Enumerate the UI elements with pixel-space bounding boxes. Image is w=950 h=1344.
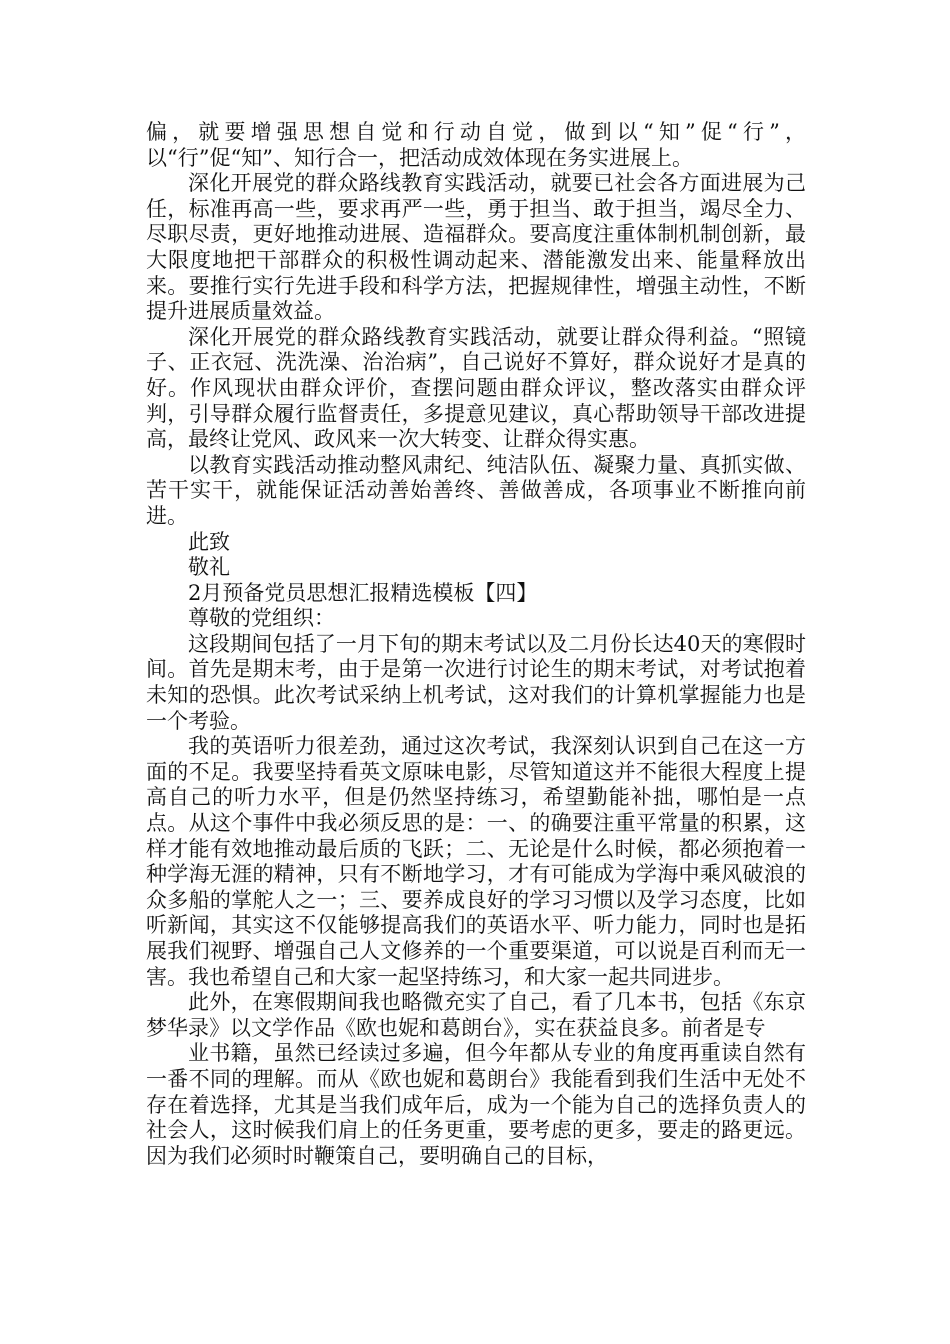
greeting: 尊敬的党组织：: [188, 606, 335, 631]
paragraph-english-listening: 我的英语听力很差劲，通过这次考试，我深刻认识到自己在这一方面的不足。我要坚持看英文原味电影，尽管知道这并不能很大程度上提高自己的听力水平，但是仍然坚持练习，希望勤能补拙，哪怕是一点点。从这个事件中我必须反思的是：一、的确要注重平常量的积累，这样才能有效地推动最后质的飞跃；二、无论是什么时候，都必须抱着一种学海无涯的精神，只有不断地学习，才有可能成为学海中乘风破浪的众多船的掌舵人之一；三、要养成良好的学习习惯以及学习态度，比如听新闻，其实这不仅能够提高我们的英语水平、听力能力，同时也是拓展我们视野、增强自己人文修养的一个重要渠道，可以说是百利而无一害。我也希望自己和大家一起坚持练习，和大家一起共同进步。: [146, 734, 806, 989]
paragraph-rectification: 以教育实践活动推动整风肃纪、纯洁队伍、凝聚力量、真抓实做、苦干实干，就能保证活动善始善终、善做善成，各项事业不断推向前进。: [146, 452, 806, 528]
section-title: 2月预备党员思想汇报精选模板【四】: [188, 580, 538, 605]
paragraph-winter-reading: 此外，在寒假期间我也略微充实了自己，看了几本书，包括《东京梦华录》以文学作品《欧也妮和葛朗台》，实在获益良多。前者是专: [146, 990, 806, 1040]
document-body: [146, 120, 806, 1169]
closing-salutation-1: 此致: [188, 529, 230, 554]
paragraph-exam-period: 这段期间包括了一月下旬的期末考试以及二月份长达40天的寒假时间。首先是期末考，由于是第一次进行讨论生的期末考试，对考试抱着未知的恐惧。此次考试采纳上机考试，这对我们的计算机掌握能力也是一个考验。: [146, 631, 806, 733]
closing-salutation-2: 敬礼: [188, 555, 230, 580]
paragraph-book-reflection: 业书籍，虽然已经读过多遍，但今年都从专业的角度再重读自然有一番不同的理解。而从《欧也妮和葛朗台》我能看到我们生活中无处不存在着选择，尤其是当我们成年后，成为一个能为自己的选择负责人的社会人，这时候我们肩上的任务更重，要考虑的更多，要走的路更远。因为我们必须时时鞭策自己，要明确自己的目标，: [146, 1041, 806, 1168]
paragraph-development: 深化开展党的群众路线教育实践活动，就要已社会各方面进展为己任，标准再高一些，要求再严一些，勇于担当、敢于担当，竭尽全力、尽职尽责，更好地推动进展、造福群众。要高度注重体制机制创新，最大限度地把干部群众的积极性调动起来、潜能激发出来、能量释放出来。要推行实行先进手段和科学方法，把握规律性，增强主动性，不断提升进展质量效益。: [146, 171, 806, 324]
paragraph-continuation: 偏，就要增强思想自觉和行动自觉，做到以“知”促“行”，以“行”促“知”、知行合一，把活动成效体现在务实进展上。: [146, 120, 806, 170]
paragraph-masses-benefit: 深化开展党的群众路线教育实践活动，就要让群众得利益。“照镜子、正衣冠、洗洗澡、治治病”，自己说好不算好，群众说好才是真的好。作风现状由群众评价，查摆问题由群众评议，整改落实由群众评判，引导群众履行监督责任，多提意见建议，真心帮助领导干部改进提高，最终让党风、政风来一次大转变、让群众得实惠。: [146, 324, 806, 452]
